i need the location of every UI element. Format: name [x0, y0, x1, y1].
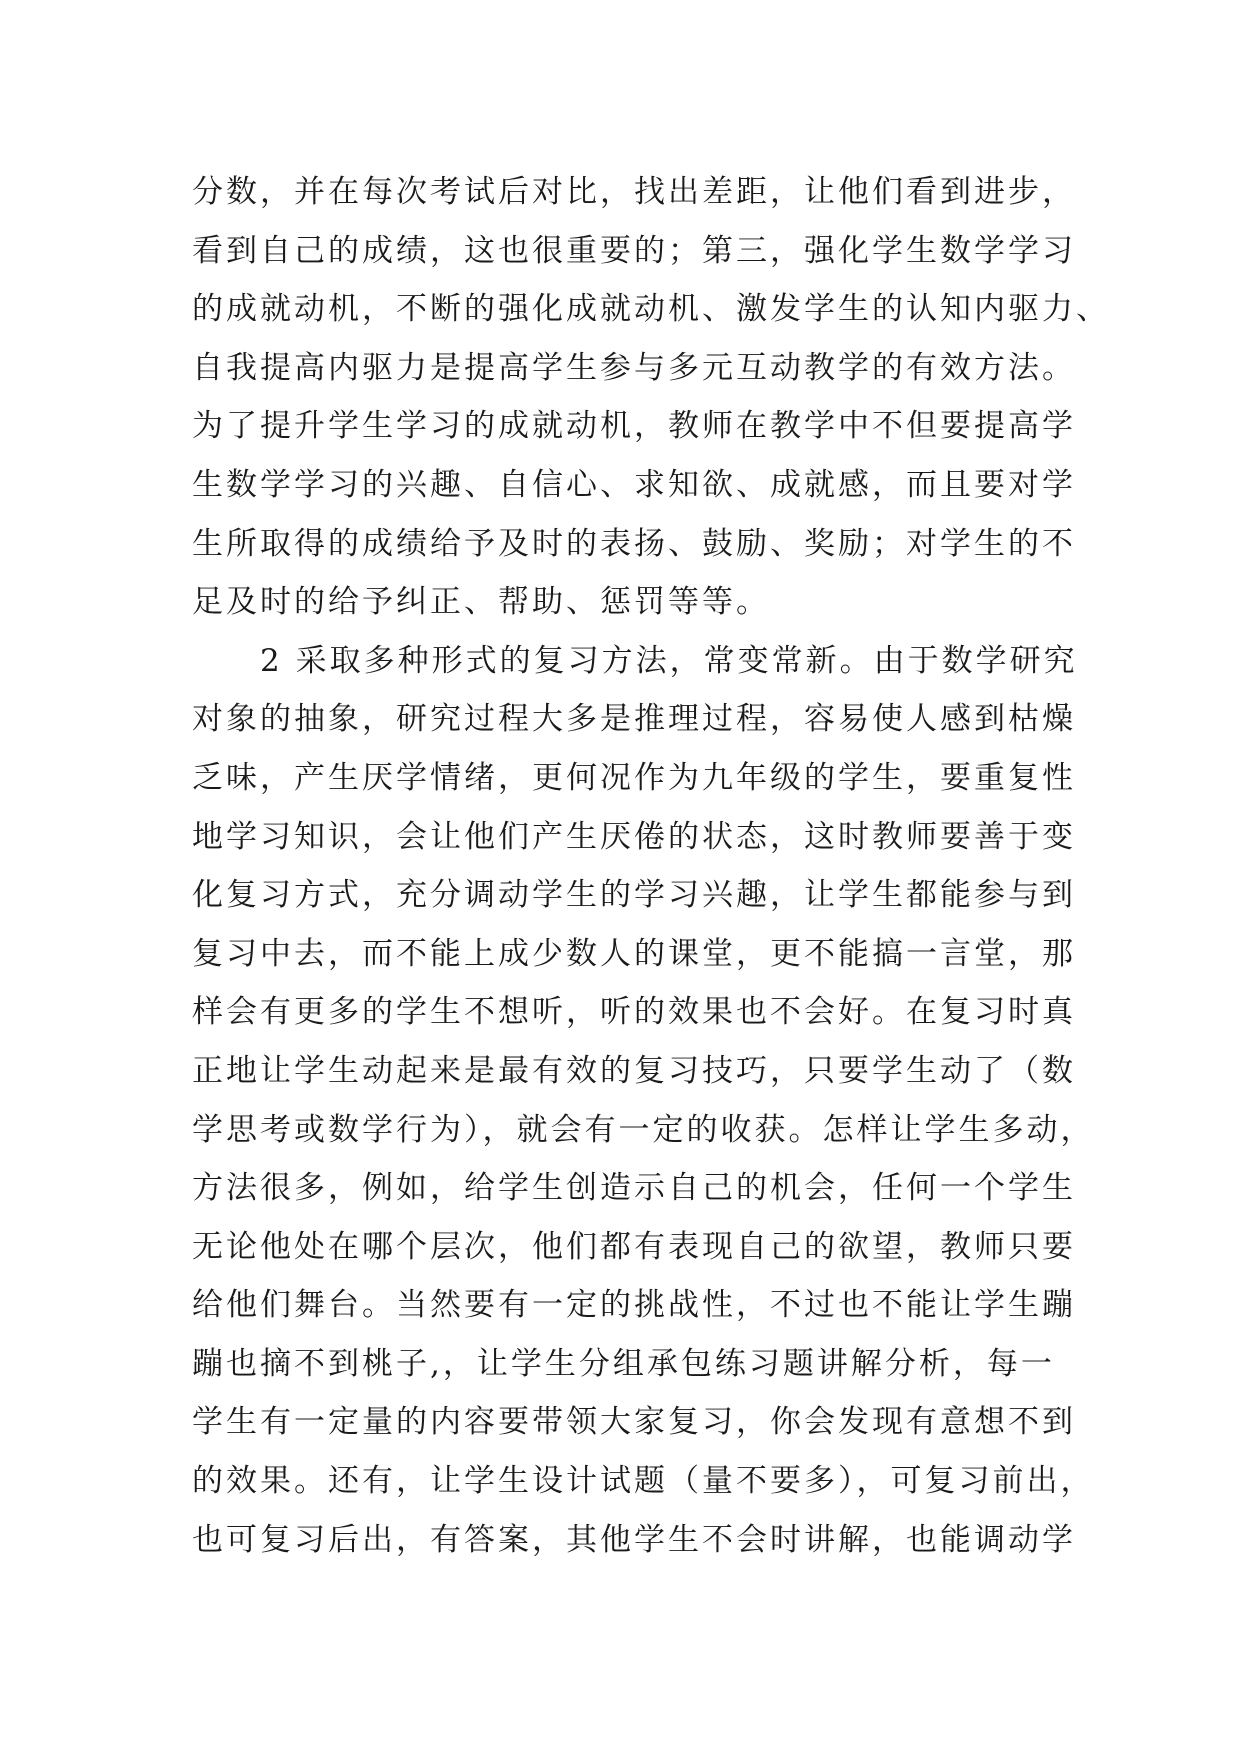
text-line: 生所取得的成绩给予及时的表扬、鼓励、奖励；对学生的不 [192, 525, 1076, 562]
text-line: 对象的抽象，研究过程大多是推理过程，容易使人感到枯燥 [192, 701, 1076, 738]
text-line: 看到自己的成绩，这也很重要的；第三，强化学生数学学习 [192, 232, 1076, 269]
text-line: 为了提升学生学习的成就动机，教师在教学中不但要提高学 [192, 408, 1076, 445]
text-line: 蹦也摘不到桃子,，让学生分组承包练习题讲解分析，每一 [192, 1345, 1055, 1382]
text-line: 的效果。还有，让学生设计试题（量不要多），可复习前出， [192, 1463, 1095, 1500]
text-line: 乏味，产生厌学情绪，更何况作为九年级的学生，要重复性 [192, 759, 1076, 796]
text-line: 化复习方式，充分调动学生的学习兴趣，让学生都能参与到 [192, 877, 1076, 914]
text-line: 的成就动机，不断的强化成就动机、激发学生的认知内驱力、 [192, 291, 1110, 328]
text-line: 正地让学生动起来是最有效的复习技巧，只要学生动了（数 [192, 1052, 1076, 1089]
text-line: 方法很多，例如，给学生创造示自己的机会，任何一个学生 [192, 1170, 1076, 1207]
text-line: 生数学学习的兴趣、自信心、求知欲、成就感，而且要对学 [192, 466, 1076, 503]
text-line: 学生有一定量的内容要带领大家复习，你会发现有意想不到 [192, 1404, 1076, 1441]
body-text [192, 163, 1110, 1569]
text-line: 2 采取多种形式的复习方法，常变常新。由于数学研究 [192, 642, 1078, 679]
text-line: 自我提高内驱力是提高学生参与多元互动教学的有效方法。 [192, 349, 1076, 386]
text-line: 学思考或数学行为），就会有一定的收获。怎样让学生多动， [192, 1111, 1095, 1148]
text-line: 给他们舞台。当然要有一定的挑战性，不过也不能让学生蹦 [192, 1287, 1076, 1324]
text-line: 分数，并在每次考试后对比，找出差距，让他们看到进步， [192, 174, 1076, 210]
text-line: 复习中去，而不能上成少数人的课堂，更不能搞一言堂，那 [192, 935, 1076, 972]
text-line: 样会有更多的学生不想听，听的效果也不会好。在复习时真 [192, 994, 1076, 1031]
text-line: 也可复习后出，有答案，其他学生不会时讲解，也能调动学 [192, 1521, 1076, 1558]
text-line: 无论他处在哪个层次，他们都有表现自己的欲望，教师只要 [192, 1228, 1076, 1265]
text-line: 足及时的给予纠正、帮助、惩罚等等。 [192, 584, 770, 621]
text-line: 地学习知识，会让他们产生厌倦的状态，这时教师要善于变 [192, 818, 1076, 855]
